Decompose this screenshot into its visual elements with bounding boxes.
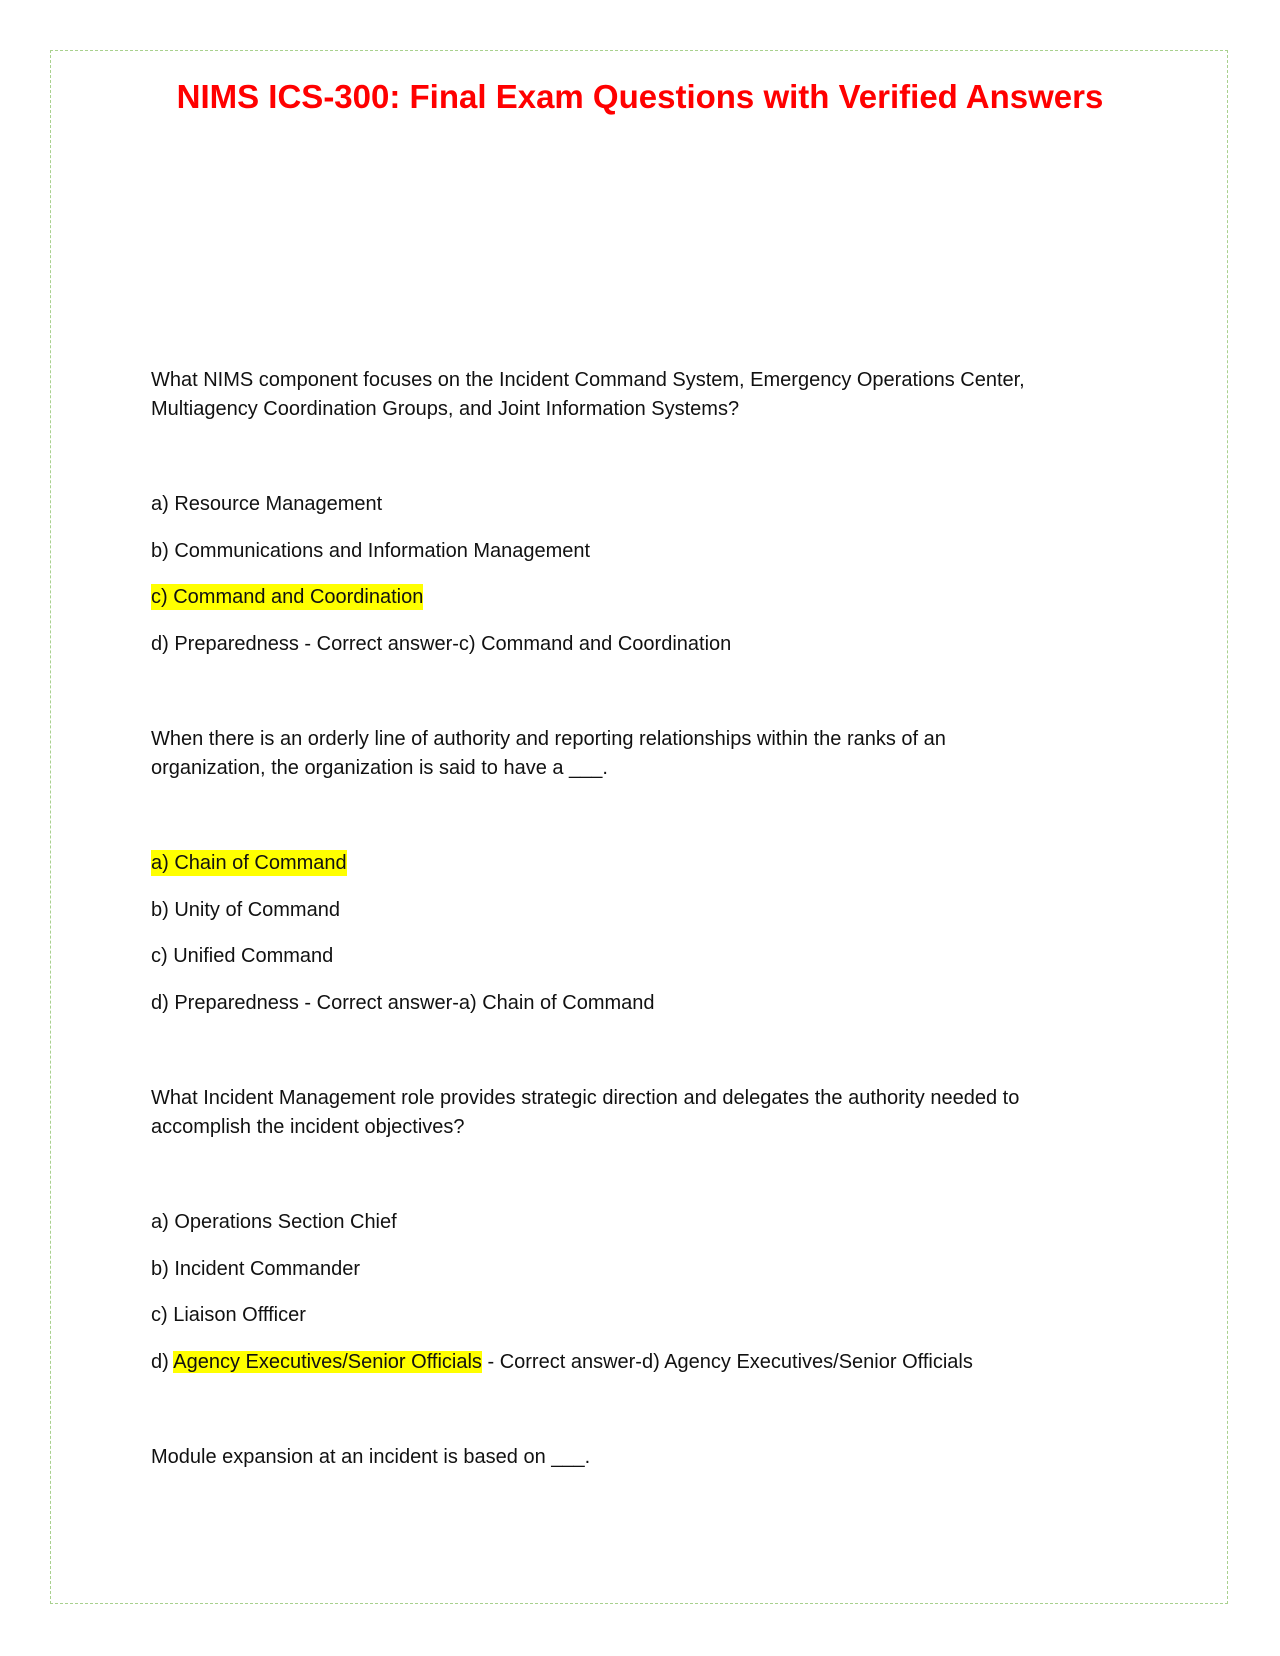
question-3-option-c: c) Liaison Offficer: [151, 1304, 306, 1326]
question-4-text: Module expansion at an incident is based on ___.: [151, 1446, 591, 1468]
question-1-option-a: a) Resource Management: [151, 493, 383, 515]
question-2-option-d: d) Preparedness - Correct answer-a) Chain of Command: [151, 992, 655, 1014]
question-2-option-b: b) Unity of Command: [151, 899, 340, 921]
question-3-text: What Incident Management role provides strategic direction and delegates the authority needed to: [151, 1087, 1020, 1109]
question-3-option-d: [151, 1349, 973, 1375]
question-2-text: When there is an orderly line of authority and reporting relationships within the ranks of an: [151, 728, 946, 750]
question-3-option-b: b) Incident Commander: [151, 1258, 360, 1280]
question-1-option-b: b) Communications and Information Management: [151, 540, 591, 562]
question-1-option-d: d) Preparedness - Correct answer-c) Command and Coordination: [151, 633, 732, 655]
question-3-text: accomplish the incident objectives?: [151, 1116, 465, 1138]
question-1-text: What NIMS component focuses on the Incident Command System, Emergency Operations Center,: [151, 369, 1025, 391]
option-d-correct-answer: - Correct answer-d) Agency Executives/Senior Officials: [481, 1351, 973, 1373]
question-1-option-c-highlighted: c) Command and Coordination: [151, 586, 424, 608]
question-2-option-a-highlighted: a) Chain of Command: [151, 852, 347, 874]
document-title: NIMS ICS-300: Final Exam Questions with Verified Answers: [176, 78, 1104, 115]
option-d-highlighted-answer: Agency Executives/Senior Officials: [173, 1351, 482, 1373]
question-2-text: organization, the organization is said to have a ___.: [151, 757, 608, 779]
question-3-option-a: a) Operations Section Chief: [151, 1211, 397, 1233]
question-2-option-c: c) Unified Command: [151, 945, 334, 967]
option-d-prefix: d): [151, 1351, 174, 1373]
question-1-text: Multiagency Coordination Groups, and Joint Information Systems?: [151, 398, 740, 420]
